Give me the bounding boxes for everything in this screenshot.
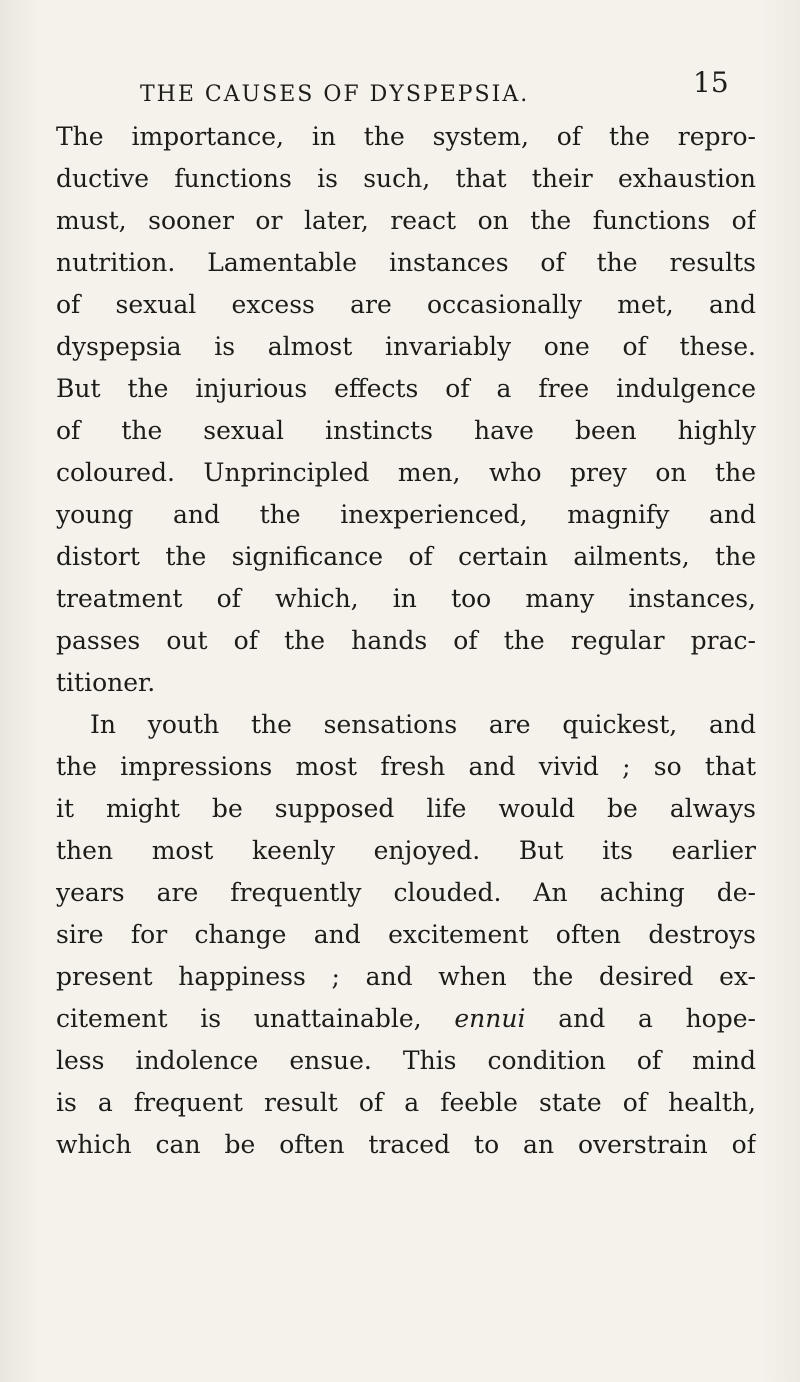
text-line: nutrition. Lamentable instances of the results: [56, 248, 756, 277]
italic-word: ennui: [454, 1004, 526, 1033]
text-line: then most keenly enjoyed. But its earlier: [56, 836, 756, 865]
text-line: But the injurious effects of a free indulgence: [56, 374, 756, 403]
body-text: [56, 116, 756, 1166]
text-segment: citement is unattainable,: [56, 1004, 422, 1033]
text-line: sire for change and excitement often destroys: [56, 920, 756, 949]
text-line: present happiness ; and when the desired ex-: [56, 962, 756, 991]
text-line: of the sexual instincts have been highly: [56, 416, 756, 445]
text-line: which can be often traced to an overstrain of: [56, 1130, 756, 1159]
text-line: is a frequent result of a feeble state of health,: [56, 1088, 756, 1117]
text-line: years are frequently clouded. An aching de-: [56, 878, 756, 907]
paragraph-start-line: In youth the sensations are quickest, and: [90, 710, 756, 739]
running-head: [0, 60, 800, 110]
text-segment: and a hope-: [558, 1004, 756, 1033]
text-line: distort the significance of certain ailments, the: [56, 542, 756, 571]
text-line: passes out of the hands of the regular prac-: [56, 626, 756, 655]
text-line: titioner.: [56, 668, 156, 697]
text-line-with-italic: [56, 998, 756, 1040]
text-line: young and the inexperienced, magnify and: [56, 500, 756, 529]
text-line: less indolence ensue. This condition of mind: [56, 1046, 756, 1075]
text-line: coloured. Unprincipled men, who prey on the: [56, 458, 756, 487]
text-line: The importance, in the system, of the repro-: [56, 122, 756, 151]
text-line: dyspepsia is almost invariably one of these.: [56, 332, 756, 361]
text-line: it might be supposed life would be always: [56, 794, 756, 823]
text-line: ductive functions is such, that their exhaustion: [56, 164, 756, 193]
text-line: treatment of which, in too many instances,: [56, 584, 756, 613]
text-line: the impressions most fresh and vivid ; so that: [56, 752, 756, 781]
text-line: of sexual excess are occasionally met, and: [56, 290, 756, 319]
page-number: 15: [693, 66, 729, 99]
text-line: must, sooner or later, react on the functions of: [56, 206, 756, 235]
running-title: THE CAUSES OF DYSPEPSIA.: [140, 82, 530, 107]
